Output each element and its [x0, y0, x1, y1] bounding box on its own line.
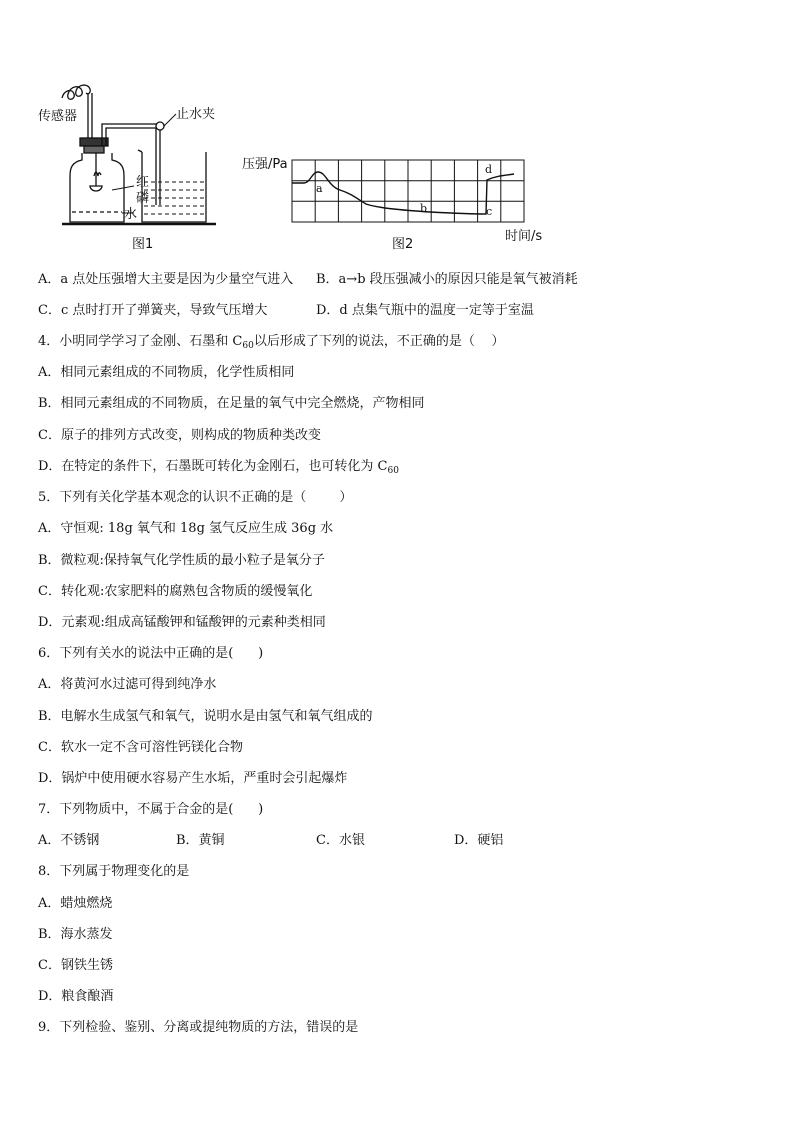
q4-option-d-subscript: 60 [387, 466, 399, 476]
experiment-figures [0, 0, 794, 260]
phosphorus-label-1: 红 [136, 175, 150, 190]
time-axis-label: 时间/s [505, 229, 543, 244]
phosphorus-label-2: 磷 [136, 191, 150, 206]
q4-option-d-text: D．在特定的条件下，石墨既可转化为金刚石，也可转化为 C [38, 459, 388, 474]
point-c-label: c [486, 205, 493, 218]
q7-option-d: D．硬铝 [454, 833, 504, 848]
point-b-label: b [420, 202, 428, 215]
q7-stem: 7．下列物质中，不属于合金的是( ) [38, 802, 264, 817]
q6-option-a: A．将黄河水过滤可得到纯净水 [38, 677, 217, 692]
q4-stem-text: 4．小明同学学习了金刚、石墨和 C [38, 334, 243, 349]
point-a-label: a [316, 182, 323, 195]
q5-option-c: C．转化观:农家肥料的腐熟包含物质的缓慢氧化 [38, 584, 313, 599]
q5-option-b: B．微粒观:保持氧气化学性质的最小粒子是氧分子 [38, 553, 325, 568]
q7-option-a: A．不锈钢 [38, 833, 100, 848]
water-label: 水 [124, 207, 138, 222]
q8-option-a: A．蜡烛燃烧 [38, 896, 113, 911]
pressure-axis-label: 压强/Pa [242, 157, 288, 172]
q9-stem: 9．下列检验、鉴别、分离或提纯物质的方法，错误的是 [38, 1020, 359, 1035]
q8-option-b: B．海水蒸发 [38, 927, 113, 942]
q3-option-b: B．a→b 段压强减小的原因只能是氧气被消耗 [316, 272, 578, 287]
q3-option-c: C．c 点时打开了弹簧夹，导致气压增大 [38, 303, 268, 318]
q5-stem: 5．下列有关化学基本观念的认识不正确的是（ ） [38, 490, 353, 505]
q6-stem: 6．下列有关水的说法中正确的是( ) [38, 646, 264, 661]
q3-option-d: D．d 点集气瓶中的温度一定等于室温 [316, 303, 534, 318]
q4-option-a: A．相同元素组成的不同物质，化学性质相同 [38, 365, 295, 380]
q8-stem: 8．下列属于物理变化的是 [38, 864, 190, 879]
q4-stem-text-end: 以后形成了下列的说法，不正确的是（ ） [253, 334, 505, 349]
q6-option-b: B．电解水生成氢气和氧气，说明水是由氢气和氧气组成的 [38, 709, 373, 724]
q4-option-b: B．相同元素组成的不同物质，在足量的氧气中完全燃烧，产物相同 [38, 396, 425, 411]
figure-1-caption: 图1 [132, 237, 154, 252]
q4-stem [38, 333, 504, 355]
q5-option-a: A．守恒观: 18g 氧气和 18g 氢气反应生成 36g 水 [38, 521, 334, 536]
q7-option-b: B．黄铜 [176, 833, 225, 848]
q3-option-a: A．a 点处压强增大主要是因为少量空气进入 [38, 272, 294, 287]
q6-option-d: D．锅炉中使用硬水容易产生水垢，严重时会引起爆炸 [38, 771, 348, 786]
figure-2-caption: 图2 [392, 237, 414, 252]
q4-stem-subscript: 60 [242, 341, 254, 351]
q5-option-d: D．元素观:组成高锰酸钾和锰酸钾的元素种类相同 [38, 615, 326, 630]
sensor-label: 传感器 [38, 109, 78, 124]
q4-option-d [38, 458, 399, 480]
q8-option-d: D．粮食酿酒 [38, 989, 114, 1004]
q8-option-c: C．钢铁生锈 [38, 958, 113, 973]
point-d-label: d [485, 163, 493, 176]
q4-option-c: C．原子的排列方式改变，则构成的物质种类改变 [38, 428, 321, 443]
q6-option-c: C．软水一定不含可溶性钙镁化合物 [38, 740, 243, 755]
clamp-label: 止水夹 [176, 107, 216, 122]
q7-option-c: C．水银 [316, 833, 365, 848]
